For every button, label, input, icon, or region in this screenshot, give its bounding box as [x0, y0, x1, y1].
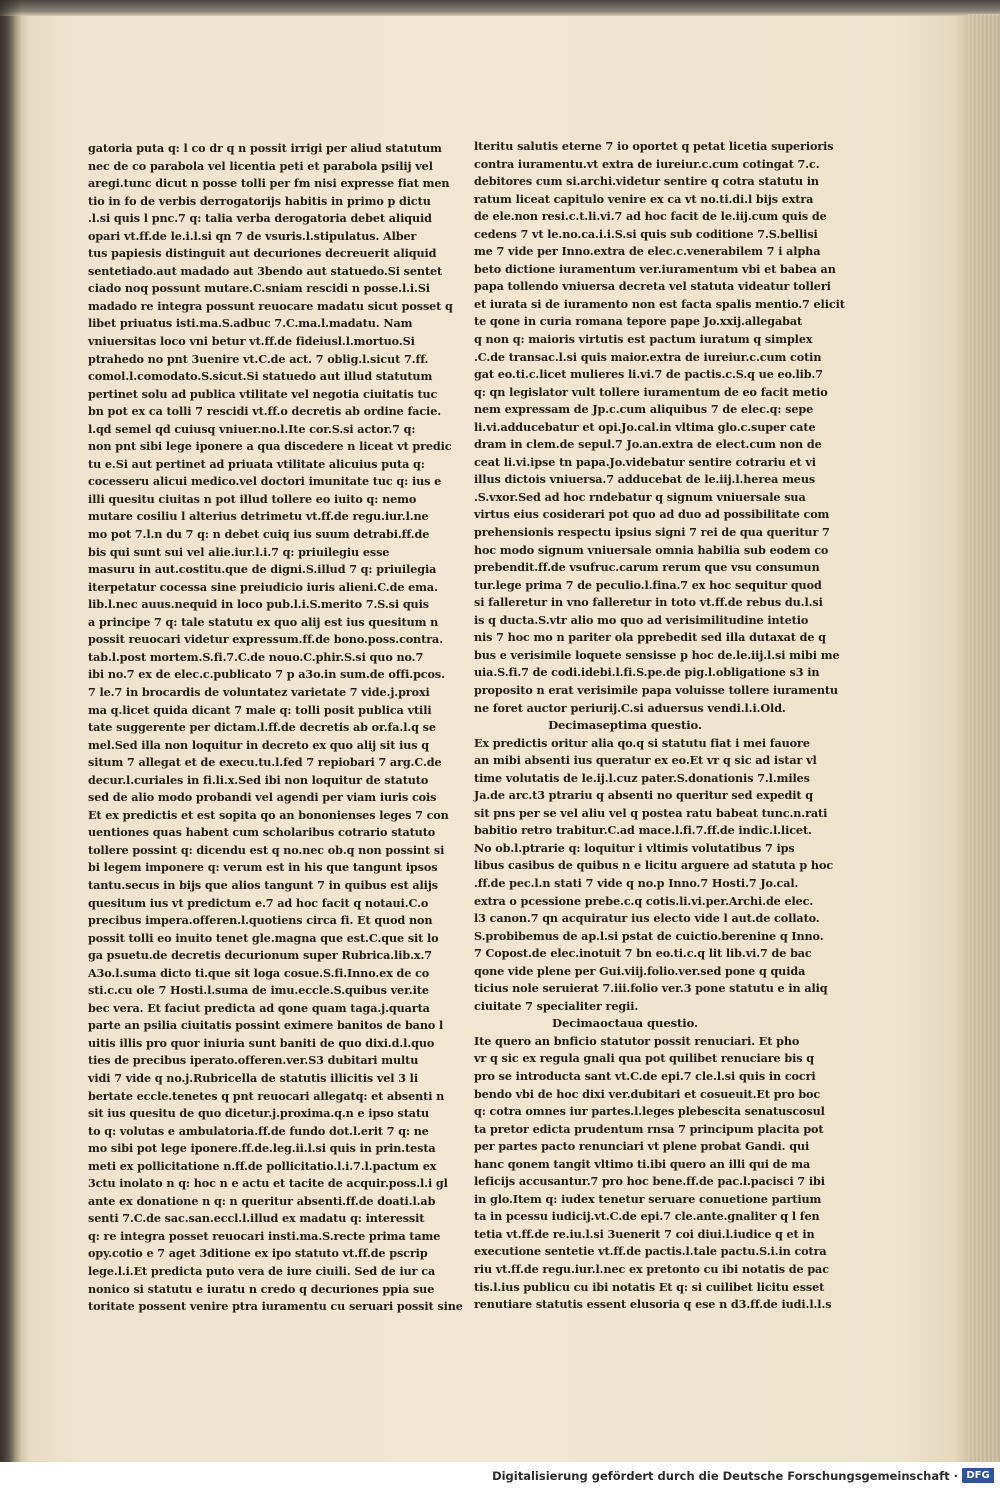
text-line: .C.de transac.l.si quis maior.extra de iureiur.c.cum cotin — [474, 349, 822, 364]
text-line: tis.l.ius publicu cu ibi notatis Et q: si cuilibet licitu esset — [474, 1279, 825, 1294]
text-line: de ele.non resi.c.t.li.vi.7 ad hoc facit de le.iij.cum quis de — [474, 209, 827, 224]
text-line: masuru in aut.costitu.que de digni.S.illud 7 q: priuilegia — [88, 562, 437, 577]
text-line: q: qn legislator vult tollere iuramentum de eo facit metio — [474, 384, 828, 399]
text-line: hoc modo signum vniuersale omnia habilia sub eodem co — [474, 542, 829, 557]
right-text-column — [474, 138, 845, 1314]
text-line: prehensionis respectu ipsius signi 7 rei de qua queritur 7 — [474, 525, 830, 540]
right-column-block-3 — [474, 1033, 832, 1314]
text-line: mo pot 7.l.n du 7 q: n debet cuiq ius suum detrabi.ff.de — [88, 527, 430, 542]
text-line: gatoria puta q: l co dr q n possit irrigi per aliud statutum — [88, 141, 442, 155]
text-line: bec vera. Et faciut predicta ad qone quam taga.j.quarta — [88, 1000, 430, 1015]
text-line: in glo.Item q: iudex tenetur seruare conuetione partium — [474, 1191, 822, 1206]
text-line: tu e.Si aut pertinet ad priuata vtilitate alicuius puta q: — [88, 456, 425, 471]
text-line: bertate eccle.tenetes q pnt reuocari allegatq: et absenti n — [88, 1088, 445, 1103]
text-line: a principe 7 q: tale statutu ex quo alij est ius quesitum n — [88, 614, 439, 629]
text-line: debitores cum si.archi.videtur sentire q cotra statutu in — [474, 174, 819, 189]
text-line: to q: volutas e ambulatoria.ff.de fundo dot.l.erit 7 q: ne — [88, 1123, 429, 1138]
text-line: vniuersitas loco vni betur vt.ff.de fideiusl.l.mortuo.Si — [88, 334, 415, 349]
text-line: ciado noq possunt mutare.C.sniam rescidi n posse.l.i.Si — [88, 281, 430, 296]
text-line: et iurata si de iuramento non est facta spalis mentio.7 elicit — [474, 296, 845, 311]
text-line: vr q sic ex regula gnali qua pot quilibet renuciare bis q — [474, 1051, 814, 1066]
text-line: non pnt sibi lege iponere a qua discedere n liceat vt predic — [88, 439, 452, 454]
text-line: q: re integra posset reuocari insti.ma.S.recte prima tame — [88, 1228, 441, 1243]
text-line: libet priuatus isti.ma.S.adbuc 7.C.ma.l.madatu. Nam — [88, 316, 413, 331]
text-line: Ja.de arc.t3 ptrariu q absenti no queritur sed expedit q — [474, 788, 813, 803]
text-line: toritate possent venire ptra iuramentu cu seruari possit sine — [88, 1299, 463, 1314]
text-line: uentiones quas habent cum scholaribus cotrario statuto — [88, 825, 436, 840]
text-line: bi legem imponere q: verum est in his que tangunt ipsos — [88, 860, 438, 875]
text-line: riu vt.ff.de regu.iur.l.nec ex pretonto cu ibi notatis de pac — [474, 1262, 829, 1276]
text-line: sentetiado.aut madado aut 3bendo aut statuedo.Si sentet — [88, 263, 443, 278]
text-line: sit pns per se vel aliu vel q postea ratu babeat tunc.n.rati — [474, 805, 828, 820]
text-line: tab.l.post mortem.S.fi.7.C.de nouo.C.phir.S.si quo no.7 — [88, 649, 424, 664]
text-line: ante ex donatione n q: n queritur absenti.ff.de doati.l.ab — [88, 1193, 436, 1208]
text-line: per partes pacto renunciari vt plene probat Gandi. qui — [474, 1139, 810, 1154]
text-line: ceat li.vi.ipse tn papa.Jo.videbatur sentire cotrariu et vi — [474, 454, 816, 469]
section-heading-17: Decimaseptima questio. — [548, 718, 702, 733]
text-line: parte an psilia ciuitatis possint eximere banitos de bano l — [88, 1018, 444, 1033]
text-line: ma q.licet quida dicant 7 male q: tolli posit publica vtili — [88, 702, 432, 717]
text-line: aregi.tunc dicut n posse tolli per fm nisi expresse fiat men — [88, 176, 450, 191]
text-line: hanc qonem tangit vltimo ti.ibi quero an illi qui de ma — [474, 1156, 811, 1171]
text-line: illi quesitu ciuitas n pot illud tollere eo iuito q: nemo — [88, 491, 417, 506]
text-line: lib.l.nec auus.nequid in loco pub.l.i.S.merito 7.S.si quis — [88, 597, 429, 612]
text-line: bis qui sunt sui vel alie.iur.l.i.7 q: priuilegiu esse — [88, 544, 390, 559]
text-line: contra iuramentu.vt extra de iureiur.c.cum cotingat 7.c. — [474, 156, 820, 171]
text-line: ta in pcessu iudicij.vt.C.de epi.7 cle.ante.gnaliter q l fen — [474, 1209, 820, 1224]
text-line: 3ctu inolato n q: hoc n e actu et tacite de acquir.poss.l.i gl — [88, 1176, 448, 1191]
text-line: time volutatis de le.ij.l.cuz pater.S.donationis 7.l.miles — [474, 770, 810, 785]
text-line: ne foret auctor periurij.C.si aduersus vendi.l.i.Old. — [474, 700, 786, 715]
text-line: si falleretur in vno falleretur in toto vt.ff.de rebus du.l.si — [474, 595, 823, 610]
text-line: nem expressam de Jp.c.cum aliquibus 7 de elec.q: sepe — [474, 402, 814, 417]
text-line: te qone in curia romana tepore pape Jo.xxij.allegabat — [474, 314, 803, 329]
text-line: pertinet solu ad publica vtilitate vel negotia ciuitatis tuc — [88, 386, 438, 401]
text-line: ties de precibus iperato.offeren.ver.S3 dubitari multu — [88, 1053, 419, 1068]
text-line: sit ius quesitu de quo dicetur.j.proxima.q.n e ipso statu — [88, 1106, 430, 1121]
text-line: papa tollendo vniuersa decreta vel statuta videatur tolleri — [474, 279, 831, 294]
text-line: me 7 vide per Inno.extra de elec.c.venerabilem 7 i alpha — [474, 244, 821, 259]
text-line: tur.lege prima 7 de peculio.l.fina.7 ex hoc sequitur quod — [474, 577, 822, 592]
text-line: comol.l.comodato.S.sicut.Si statuedo aut illud statutum — [88, 369, 433, 384]
text-line: Ite quero an bnficio statutor possit renuciari. Et pho — [474, 1033, 800, 1048]
text-line: illus dictois vniuersa.7 adducebat de le.iij.l.herea meus — [474, 472, 816, 487]
text-line: l.qd semel qd cuiusq vniuer.no.l.Ite cor.S.si actor.7 q: — [88, 421, 416, 436]
text-line: quesitum ius vt predictum e.7 ad hoc facit q notaui.C.o — [88, 895, 429, 910]
text-line: lteritu salutis eterne 7 io oportet q petat licetia superioris — [474, 139, 834, 153]
text-line: tus papiesis distinguit aut decuriones decreuerit aliquid — [88, 246, 437, 261]
text-line: 7 Copost.de elec.inotuit 7 bn eo.ti.c.q lit lib.vi.7 de bac — [474, 946, 812, 961]
text-line: ticius nole seruierat 7.iii.folio ver.3 pone statutu e in aliq — [474, 981, 828, 996]
text-line: cocesseru alicui medico.vel doctori imunitate tuc q: ius e — [88, 474, 442, 489]
text-line: ibi no.7 ex de elec.c.publicato 7 p a3o.in sum.de offi.pcos. — [88, 667, 445, 682]
right-column-block-1 — [474, 138, 845, 717]
dfg-logo: DFG — [962, 1468, 994, 1483]
text-line: precibus impera.offeren.l.quotiens circa fi. Et quod non — [88, 913, 433, 928]
text-line: ratum liceat capitulo venire ex ca vt no.ti.di.l bijs extra — [474, 191, 814, 206]
text-line: an mibi absenti ius queratur ex eo.Et vr q sic ad istar vl — [474, 753, 817, 768]
text-line: tetia vt.ff.de re.iu.l.si 3uenerit 7 coi diui.l.iudice q et in — [474, 1226, 815, 1241]
text-line: prebendit.ff.de vsufruc.carum rerum que vsu consumun — [474, 560, 820, 575]
text-line: uitis illis pro quor iniuria sunt baniti de quo dixi.d.l.quo — [88, 1035, 435, 1050]
text-line: mel.Sed illa non loquitur in decreto ex quo alij sit ius q — [88, 737, 430, 752]
text-line: decur.l.curiales in fi.li.x.Sed ibi non loquitur de statuto — [88, 772, 429, 787]
text-line: is q ducta.S.vtr alio mo quo ad verisimilitudine intetio — [474, 612, 809, 627]
text-line: possit reuocari videtur expressum.ff.de bono.poss.contra. — [88, 632, 443, 647]
text-line: bendo vbi de hoc dixi ver.dubitari et cosueuit.Et pro boc — [474, 1086, 821, 1101]
text-line: qone vide plene per Gui.viij.folio.ver.sed pone q quida — [474, 963, 806, 978]
text-line: bn pot ex ca tolli 7 rescidi vt.ff.o decretis ab ordine facie. — [88, 404, 442, 419]
left-text-column — [88, 140, 463, 1316]
text-line: Et ex predictis et est sopita qo an bononienses leges 7 con — [88, 807, 449, 822]
text-line: lege.l.i.Et predicta puto vera de iure ciuili. Sed de iur ca — [88, 1264, 436, 1278]
text-line: possit tolli eo inuito tenet gle.magna que est.C.que sit lo — [88, 930, 439, 945]
text-line: tollere possint q: dicendu est q no.nec ob.q non possint si — [88, 842, 445, 857]
text-line: virtus eius cosiderari pot quo ad duo ad possibilitate com — [474, 507, 830, 522]
text-line: babitio retro trabitur.C.ad mace.l.fi.7.ff.de indic.l.licet. — [474, 823, 812, 838]
text-line: ptrahedo no pnt 3uenire vt.C.de act. 7 oblig.l.sicut 7.ff. — [88, 351, 429, 366]
text-line: ta pretor edicta prudentum rnsa 7 principum placita pot — [474, 1121, 824, 1136]
text-line: bus e verisimile loquete sensisse p hoc de.le.iij.l.si mibi me — [474, 647, 840, 662]
text-line: S.probibemus de ap.l.si pstat de cuictio.berenine q Inno. — [474, 928, 824, 943]
text-line: q: cotra omnes iur partes.l.leges plebescita senatuscosul — [474, 1104, 825, 1119]
text-line: sti.c.cu ole 7 Hosti.l.suma de imu.eccle.S.quibus ver.ite — [88, 983, 429, 998]
text-line: leficijs accusantur.7 pro hoc bene.ff.de pac.l.pacisci 7 ibi — [474, 1174, 825, 1189]
text-line: beto dictione iuramentum ver.iuramentum vbi et babea an — [474, 261, 836, 276]
text-line: .l.si quis l pnc.7 q: talia verba derogatoria debet aliquid — [88, 211, 432, 226]
section-heading-18: Decimaoctaua questio. — [552, 1016, 698, 1031]
text-line: mutare cosiliu l alterius detrimetu vt.ff.de regu.iur.l.ne — [88, 509, 429, 524]
text-line: 7 le.7 in brocardis de voluntatez varietate 7 vide.j.proxi — [88, 684, 430, 699]
text-line: .ff.de pec.l.n stati 7 vide q no.p Inno.7 Hosti.7 Jo.cal. — [474, 875, 799, 890]
text-line: A3o.l.suma dicto ti.que sit loga cosue.S.fi.Inno.ex de co — [88, 965, 430, 980]
text-line: uia.S.fi.7 de codi.idebi.l.fi.S.pe.de pig.l.obligatione s3 in — [474, 665, 820, 680]
text-line: gat eo.ti.c.licet mulieres li.vi.7 de pactis.c.S.q ue eo.lib.7 — [474, 367, 823, 382]
text-line: senti 7.C.de sac.san.eccl.l.illud ex madatu q: interessit — [88, 1211, 425, 1226]
text-line: dram in clem.de sepul.7 Jo.an.extra de elect.cum non de — [474, 437, 822, 452]
text-line: ga psuetu.de decretis decurionum super Rubrica.lib.x.7 — [88, 948, 432, 963]
text-line: meti ex pollicitatione n.ff.de pollicitatio.l.i.7.l.pactum ex — [88, 1158, 437, 1173]
text-line: tantu.secus in bijs que alios tangunt 7 in quibus est alijs — [88, 877, 438, 892]
text-line: Ex predictis oritur alia qo.q si statutu fiat i mei fauore — [474, 735, 810, 750]
right-column-block-2 — [474, 735, 834, 1016]
text-line: nis 7 hoc mo n pariter ola pprebedit sed illa dutaxat de q — [474, 630, 826, 645]
text-line: cedens 7 vt le.no.ca.i.i.S.si quis sub coditione 7.S.bellisi — [474, 226, 818, 241]
text-line: tio in fo de verbis derrogatorijs habitis in primo p dictu — [88, 193, 431, 208]
text-line: .S.vxor.Sed ad hoc rndebatur q signum vniuersale sua — [474, 489, 806, 504]
text-line: vidi 7 vide q no.j.Rubricella de statutis illicitis vel 3 li — [88, 1070, 418, 1085]
text-line: No ob.l.ptrarie q: loquitur i vltimis volutatibus 7 ips — [474, 840, 795, 855]
text-line: opari vt.ff.de le.i.l.si qn 7 de vsuris.l.stipulatus. Alber — [88, 228, 417, 243]
text-line: libus casibus de quibus n e licitu arguere ad statuta p hoc — [474, 858, 834, 873]
text-line: executione sentetie vt.ff.de pactis.l.tale pactu.S.i.in cotra — [474, 1244, 827, 1259]
text-line: ciuitate 7 specialiter regii. — [474, 998, 639, 1013]
text-line: l3 canon.7 qn acquiratur ius electo vide l aut.de collato. — [474, 911, 820, 926]
text-line: proposito n erat verisimile papa voluisse tollere iuramentu — [474, 682, 838, 697]
text-line: iterpetatur cocessa sine preiudicio iuris alieni.C.de ema. — [88, 579, 438, 594]
text-line: nec de co parabola vel licentia peti et parabola psilij vel — [88, 158, 433, 173]
text-line: pro se introducta sant vt.C.de epi.7 cle.l.si quis in cocri — [474, 1068, 816, 1083]
text-line: opy.cotio e 7 aget 3ditione ex ipo statuto vt.ff.de pscrip — [88, 1246, 428, 1261]
text-line: madado re integra possunt reuocare madatu sicut posset q — [88, 298, 453, 313]
text-line: li.vi.adducebatur et opi.Jo.cal.in vltima glo.c.super cate — [474, 419, 816, 434]
text-line: mo sibi pot lege iponere.ff.de.leg.ii.l.si quis in prin.testa — [88, 1141, 436, 1156]
text-line: extra o pcessione prebe.c.q cotis.li.vi.per.Archi.de elec. — [474, 893, 814, 908]
text-line: q non q: maioris virtutis est pactum iuratum q simplex — [474, 332, 813, 347]
text-line: nonico si statutu e iuratu n credo q decuriones ppia sue — [88, 1281, 435, 1296]
text-line: renutiare statutis essent elusoria q ese n d3.ff.de iudi.l.l.s — [474, 1297, 832, 1312]
text-line: sed de alio modo probandi vel agendi per viam iuris cois — [88, 790, 437, 805]
funding-notice: Digitalisierung gefördert durch die Deutsche Forschungsgemeinschaft · — [492, 1469, 958, 1483]
text-line: situm 7 allegat et de execu.tu.l.fed 7 repiobari 7 arg.C.de — [88, 755, 442, 770]
text-line: tate suggerente per dictam.l.ff.de decretis ab or.fa.l.q se — [88, 720, 436, 735]
